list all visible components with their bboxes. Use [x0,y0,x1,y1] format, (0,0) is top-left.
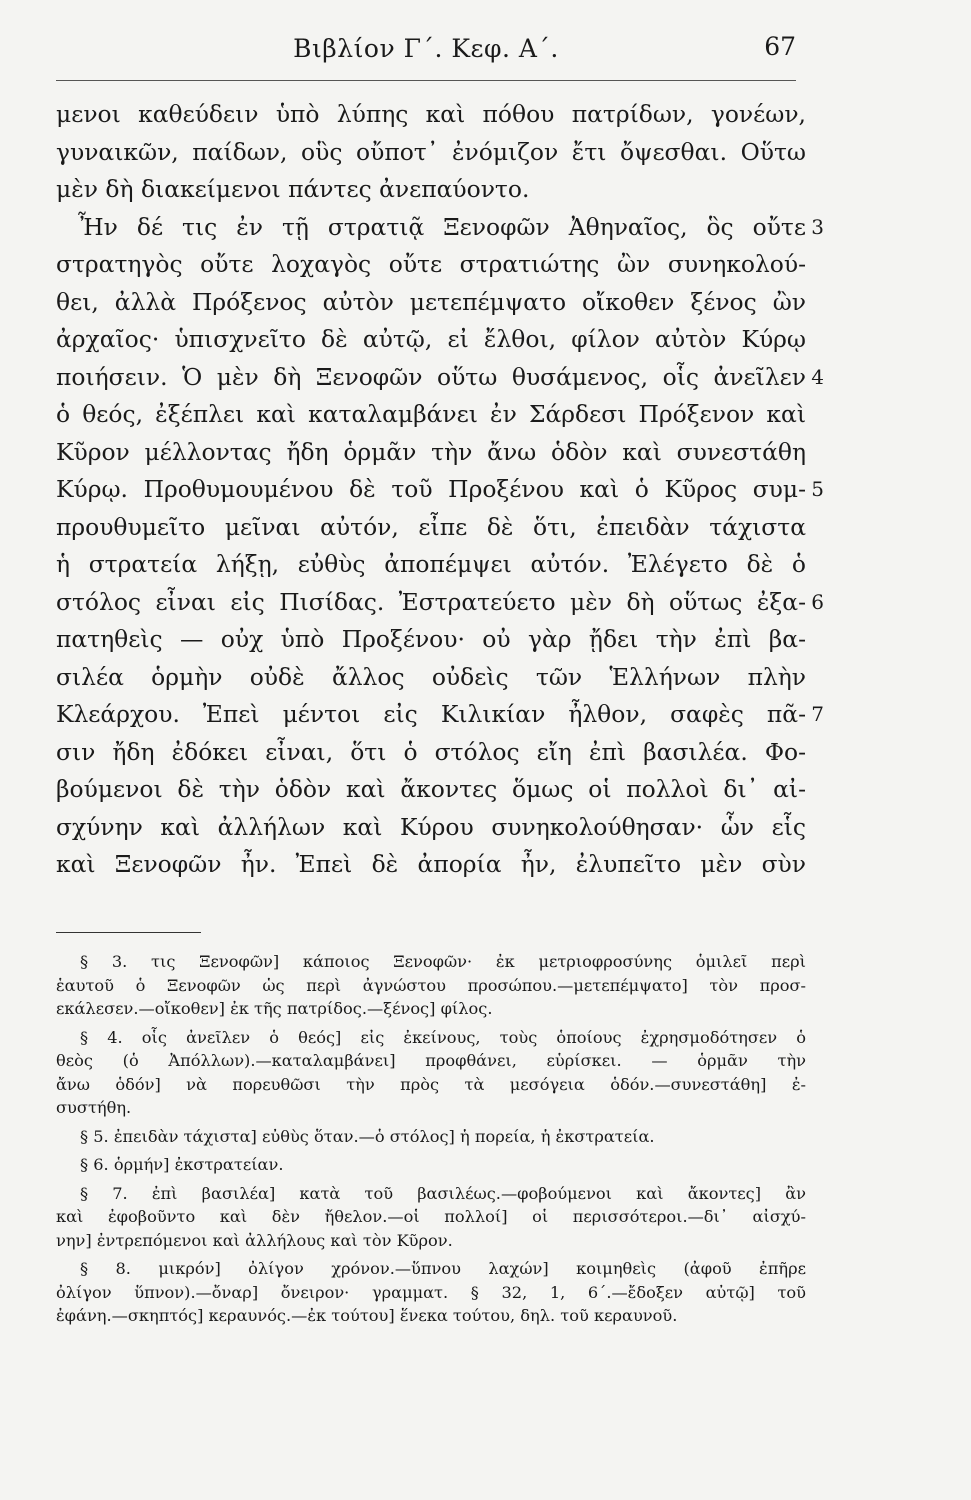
footnote-line: ἐφάνη.—σκηπτός] κεραυνός.—ἐκ τούτου] ἕνεκα τούτου, δηλ. τοῦ κεραυνοῦ. [56,1306,678,1325]
footnote [56,1182,806,1253]
text-line [56,771,806,809]
text-line-content: πατηθεὶς — οὐχ ὑπὸ Προξένου· οὐ γὰρ ᾔδει τὴν ἐπὶ βα- [56,625,806,653]
text-line [56,434,806,472]
header-rule [56,80,796,81]
text-line-content: Κλεάρχου. Ἐπεὶ μέντοι εἰς Κιλικίαν ἦλθον, σαφὲς πᾶ- [56,700,806,728]
text-line [56,171,806,209]
footnote-line: ὀλίγον ὕπνον).—ὄναρ] ὄνειρον· γραμματ. § 32, 1, 6΄.—ἔδοξεν αὐτῷ] τοῦ [56,1282,806,1302]
footnote [56,950,806,1021]
footnote-spacer [56,1328,806,1333]
footnote-line: § 4. οἷς ἀνεῖλεν ὁ θεός] εἰς ἐκείνους, τοὺς ὁποίους ἐχρησμοδότησεν ὁ [80,1027,806,1047]
text-line [56,246,806,284]
footnote-line: § 8. μικρόν] ὀλίγον χρόνον.—ὕπνου λαχών] κοιμηθεὶς (ἀφοῦ ἐπῆρε [80,1259,806,1278]
text-line [56,96,806,134]
footnote-line: § 7. ἐπὶ βασιλέα] κατὰ τοῦ βασιλέως.—φοβούμενοι καὶ ἄκοντες] ἂν [80,1183,806,1203]
text-line [56,696,824,734]
footnote-line: καὶ ἐφοβοῦντο καὶ δὲν ἤθελον.—οἱ πολλοί] οἱ περισσότεροι.—δι᾽ αἰσχύ- [56,1207,806,1226]
text-line [56,359,824,397]
page-number: 67 [764,32,796,61]
section-number: 5 [811,477,824,501]
section-number: 7 [811,702,824,726]
section-number: 3 [811,214,824,239]
footnote-line: § 5. ἐπειδὰν τάχιστα] εὐθὺς ὅταν.—ὁ στόλος] ἡ πορεία, ἡ ἐκστρατεία. [80,1126,655,1146]
footnote-rule [56,932,201,933]
footnote [56,1257,806,1328]
footnote-line: θεὸς (ὁ Ἀπόλλων).—καταλαμβάνει] προφθάνει, εὑρίσκει. — ὁρμᾶν τὴν [56,1051,806,1070]
text-line-content: σχύνην καὶ ἀλλήλων καὶ Κύρου συνηκολούθησαν· ὧν εἷς [56,812,806,841]
text-line-content: βούμενοι δὲ τὴν ὁδὸν καὶ ἄκοντες ὅμως οἱ πολλοὶ δι᾽ αἰ- [56,775,806,803]
text-line-content: καὶ Ξενοφῶν ἦν. Ἐπεὶ δὲ ἀπορία ἦν, ἐλυπεῖτο μὲν σὺν [56,850,806,878]
text-line [56,209,824,247]
text-line [56,134,806,172]
footnote-line: ἄνω ὁδόν] νὰ πορευθῶσι τὴν πρὸς τὰ μεσόγεια ὁδόν.—συνεστάθη] ἐ- [56,1074,806,1094]
footnote-line: εκάλεσεν.—οἴκοθεν] ἐκ τῆς πατρίδος.—ξένος] φίλος. [56,999,493,1018]
text-line [56,546,806,584]
footnote-line: νην] ἐντρεπόμενοι καὶ ἀλλήλους καὶ τὸν Κῦρον. [56,1230,453,1250]
footnote-line: § 6. ὁρμήν] ἐκστρατείαν. [80,1155,284,1174]
section-number: 6 [811,589,824,614]
footnote-line: ἑαυτοῦ ὁ Ξενοφῶν ὡς περὶ ἀγνώστου προσώπου.—μετεπέμψατο] τὸν προσ- [56,975,806,995]
text-line-content: Κῦρον μέλλοντας ἤδη ὁρμᾶν τὴν ἄνω ὁδὸν καὶ συνεστάθη [56,437,806,466]
running-head [56,28,796,72]
footnote [56,1026,806,1120]
footnote-line: § 3. τις Ξενοφῶν] κάποιος Ξενοφῶν· ἐκ μετριοφροσύνης ὁμιλεῖ περὶ [80,952,806,971]
footnote [56,1153,806,1177]
text-line-content: ποιήσειν. Ὁ μὲν δὴ Ξενοφῶν οὕτω θυσάμενος, οἷς ἀνεῖλεν [56,362,806,391]
text-line-content: Κύρῳ. Προθυμουμένου δὲ τοῦ Προξένου καὶ ὁ Κῦρος συμ- [56,475,806,503]
footnote [56,1125,806,1149]
main-text [56,96,824,884]
text-line-content: γυναικῶν, παίδων, οὓς οὔποτ᾽ ἐνόμιζον ἔτι ὄψεσθαι. Οὕτω [56,137,806,166]
text-line [56,471,824,509]
text-line-content: ἡ στρατεία λήξῃ, εὐθὺς ἀποπέμψει αὐτόν. Ἐλέγετο δὲ ὁ [56,550,806,578]
text-line-content: σιν ἤδη ἐδόκει εἶναι, ὅτι ὁ στόλος εἴη ἐπὶ βασιλέα. Φο- [56,737,806,766]
text-line-content: ὁ θεός, ἐξέπλει καὶ καταλαμβάνει ἐν Σάρδεσι Πρόξενον καὶ [56,400,806,428]
text-line-content: προυθυμεῖτο μεῖναι αὐτόν, εἶπε δὲ ὅτι, ἐπειδὰν τάχιστα [56,512,806,541]
text-line [56,396,806,434]
text-line-content: σιλέα ὁρμὴν οὐδὲ ἄλλος οὐδεὶς τῶν Ἑλλήνων πλὴν [56,662,806,691]
text-line-content: στόλος εἶναι εἰς Πισίδας. Ἐστρατεύετο μὲν δὴ οὕτως ἐξα- [56,587,806,616]
section-number: 4 [811,364,824,389]
text-line [56,584,824,622]
footnotes [56,950,806,1333]
text-line [56,659,806,697]
text-line-content: θει, ἀλλὰ Πρόξενος αὐτὸν μετεπέμψατο οἴκοθεν ξένος ὢν [56,287,806,316]
text-line [56,809,806,847]
text-line [56,734,806,772]
text-line-content: ἀρχαῖος· ὑπισχνεῖτο δὲ αὐτῷ, εἰ ἔλθοι, φίλον αὐτὸν Κύρῳ [56,325,806,353]
text-line-content: Ἦν δέ τις ἐν τῇ στρατιᾷ Ξενοφῶν Ἀθηναῖος, ὃς οὔτε [78,212,806,241]
text-line [56,846,806,884]
text-line [56,621,806,659]
footnote-line: συστήθη. [56,1098,132,1117]
text-line-content: στρατηγὸς οὔτε λοχαγὸς οὔτε στρατιώτης ὢν συνηκολού- [56,250,806,278]
text-line [56,321,806,359]
text-line [56,284,806,322]
text-line [56,509,806,547]
text-line-content: μενοι καθεύδειν ὑπὸ λύπης καὶ πόθου πατρίδων, γονέων, [56,100,806,128]
running-title: Βιβλίον Γ΄. Κεφ. Α΄. [293,34,559,63]
text-line-content: μὲν δὴ διακείμενοι πάντες ἀνεπαύοντο. [56,175,530,203]
